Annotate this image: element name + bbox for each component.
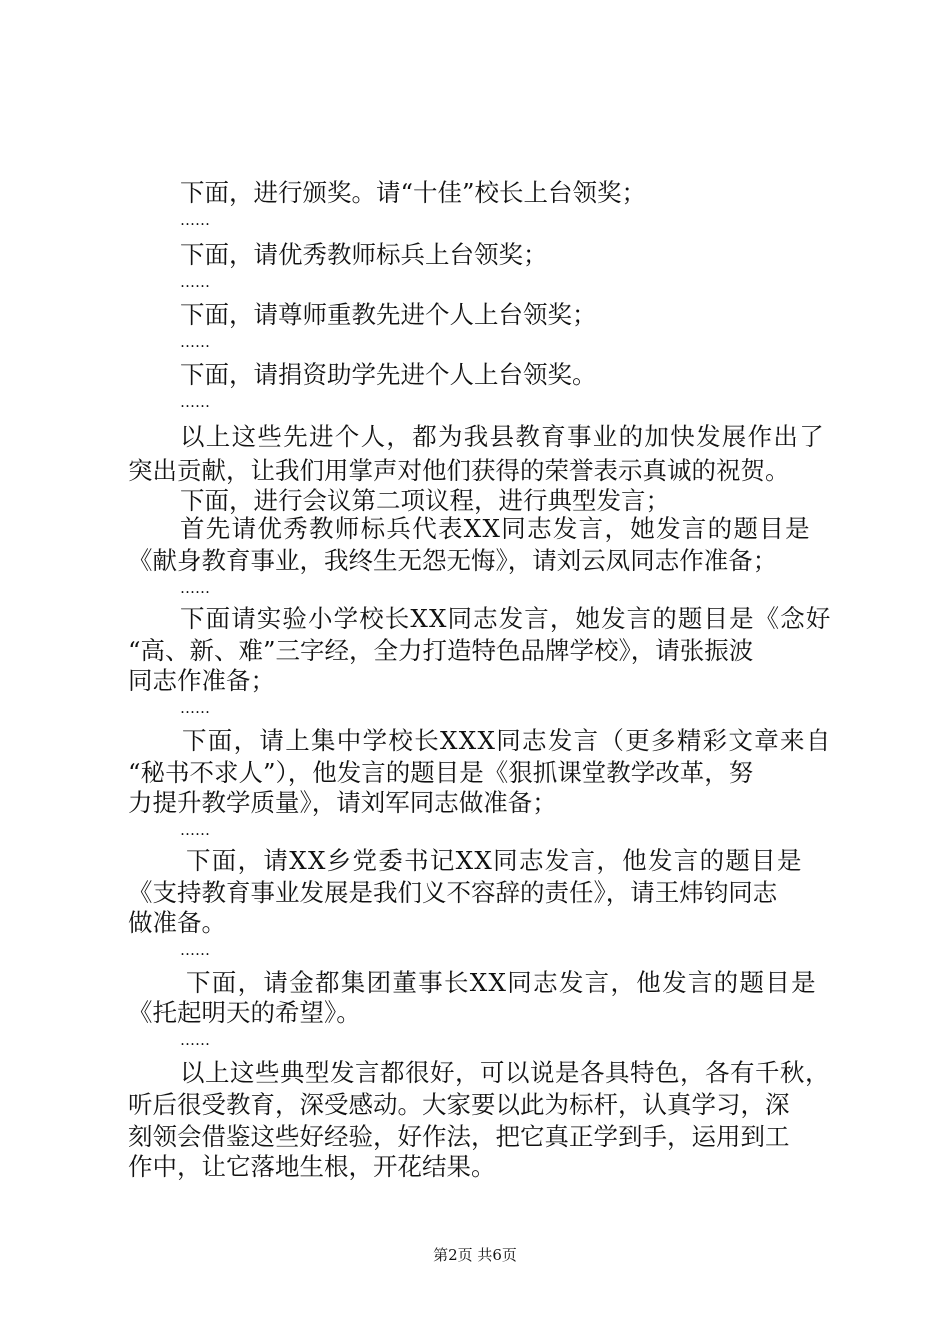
text-line: 下面，请尊师重教先进个人上台领奖； <box>180 300 597 329</box>
text-line: 《献身教育事业，我终生无怨无悔》，请刘云凤同志作准备； <box>128 546 778 575</box>
ellipsis-line: …… <box>180 1031 210 1049</box>
text-line: 下面，请金都集团董事长XX同志发言，他发言的题目是 <box>186 968 817 997</box>
text-line: 下面，请捐资助学先进个人上台领奖。 <box>180 360 597 389</box>
text-line: 下面请实验小学校长XX同志发言，她发言的题目是《念好 <box>180 604 832 633</box>
ellipsis-line: …… <box>180 579 210 597</box>
text-line: 下面，请上集中学校长XXX同志发言（更多精彩文章来自 <box>182 726 832 755</box>
text-line: 下面，请优秀教师标兵上台领奖； <box>180 240 548 269</box>
ellipsis-line: …… <box>180 211 210 229</box>
ellipsis-line: …… <box>180 393 210 411</box>
text-line: 首先请优秀教师标兵代表XX同志发言，她发言的题目是 <box>180 514 811 543</box>
ellipsis-line: …… <box>180 699 210 717</box>
page-number-footer: 第2页 共6页 <box>433 1246 517 1264</box>
text-line: “高、新、难”三字经，全力打造特色品牌学校》，请张振波 <box>128 636 754 665</box>
text-line: 下面，请XX乡党委书记XX同志发言，他发言的题目是 <box>186 846 803 875</box>
text-line: 以上这些典型发言都很好，可以说是各具特色，各有千秋， <box>180 1058 830 1087</box>
text-line: 力提升教学质量》，请刘军同志做准备； <box>128 788 557 817</box>
text-line: 《支持教育事业发展是我们义不容辞的责任》，请王炜钧同志 <box>128 878 778 907</box>
ellipsis-line: …… <box>180 333 210 351</box>
ellipsis-line: …… <box>180 821 210 839</box>
text-line: “秘书不求人”），他发言的题目是《狠抓课堂教学改革，努 <box>128 758 754 787</box>
text-line: 突出贡献，让我们用掌声对他们获得的荣誉表示真诚的祝贺。 <box>128 456 790 485</box>
text-line: 做准备。 <box>128 908 226 937</box>
text-line: 同志作准备； <box>128 666 275 695</box>
text-line: 听后很受教育，深受感动。大家要以此为标杆，认真学习，深 <box>128 1090 790 1119</box>
text-line: 下面，进行颁奖。请“十佳”校长上台领奖； <box>180 178 647 207</box>
text-line: 刻领会借鉴这些好经验，好作法，把它真正学到手，运用到工 <box>128 1122 790 1151</box>
text-line: 以上这些先进个人，都为我县教育事业的加快发展作出了 <box>180 422 825 451</box>
ellipsis-line: …… <box>180 273 210 291</box>
text-line: 作中，让它落地生根，开花结果。 <box>128 1152 496 1181</box>
ellipsis-line: …… <box>180 941 210 959</box>
text-line: 《托起明天的希望》。 <box>128 998 361 1027</box>
text-line: 下面，进行会议第二项议程，进行典型发言； <box>180 486 670 515</box>
